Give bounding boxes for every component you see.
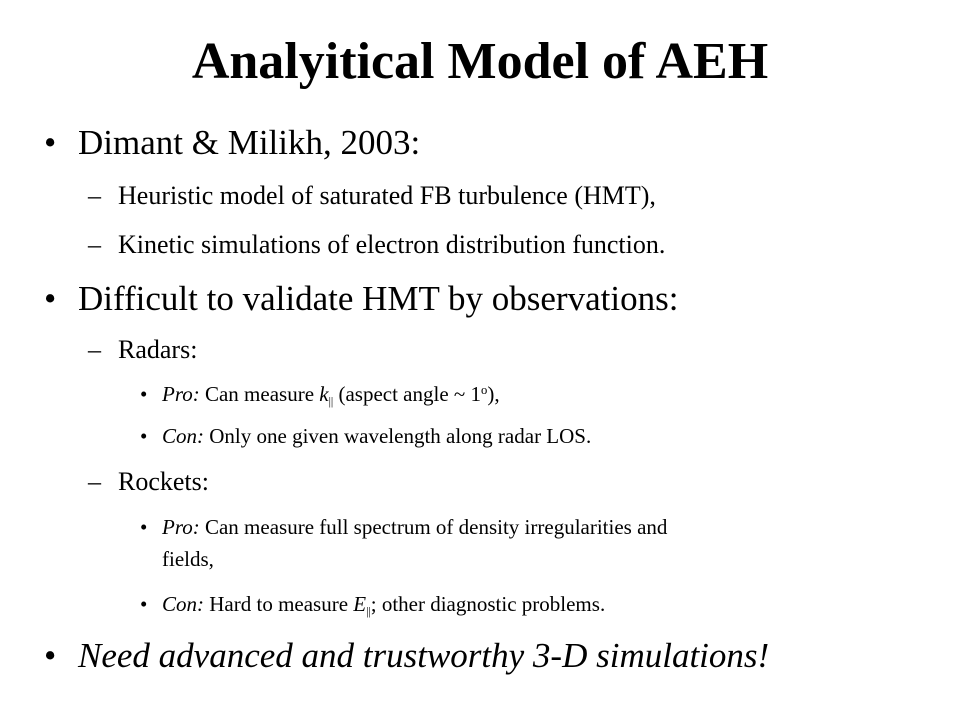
e-symbol: E [353, 592, 367, 616]
text-segment: Can measure [199, 382, 320, 406]
sub-bullet-text: Rockets: [118, 467, 209, 496]
bullet-dot-icon: • [140, 382, 148, 406]
text-segment: Hard to measure [204, 592, 354, 616]
dash-icon: – [88, 467, 101, 496]
text-segment: ), [487, 382, 500, 406]
radars-pro-text [162, 381, 500, 408]
slide-title: Analyitical Model of AEH [191, 33, 769, 90]
pro-label: Pro: [162, 515, 200, 539]
bullet-dot-icon: • [140, 515, 148, 539]
dash-icon: – [88, 335, 101, 364]
dash-icon: – [88, 181, 101, 210]
degree-superscript: o [481, 383, 488, 398]
sub-bullet-text: Heuristic model of saturated FB turbulence (HMT), [118, 181, 656, 210]
parallel-subscript: || [366, 606, 371, 619]
bullet-dot-icon: • [140, 424, 148, 448]
k-symbol: k [319, 382, 329, 406]
bullet-text: Need advanced and trustworthy 3-D simulations! [78, 636, 770, 675]
sub-bullet-text: Radars: [118, 335, 198, 364]
parallel-subscript: || [328, 396, 334, 409]
radars-con-text [162, 423, 591, 450]
con-label: Con: [162, 424, 204, 448]
sub-bullet-text: Kinetic simulations of electron distribution function. [118, 230, 666, 259]
text-segment: fields, [162, 547, 214, 571]
dash-icon: – [88, 230, 101, 259]
pro-label: Pro: [162, 382, 200, 406]
rockets-con-text [162, 591, 605, 618]
bullet-dot-icon: • [140, 592, 148, 616]
bullet-dot-icon: • [44, 636, 57, 675]
text-segment: ; other diagnostic problems. [370, 592, 606, 616]
con-label: Con: [162, 592, 204, 616]
text-segment: (aspect angle ~ 1 [333, 382, 482, 406]
bullet-text: Dimant & Milikh, 2003: [78, 123, 421, 162]
bullet-text: Difficult to validate HMT by observations: [78, 279, 679, 318]
rockets-pro-text [162, 514, 667, 541]
text-segment: Can measure full spectrum of density irregularities and [199, 515, 668, 539]
bullet-dot-icon: • [44, 123, 57, 162]
bullet-dot-icon: • [44, 279, 57, 318]
rockets-pro-continuation [162, 546, 214, 573]
text-segment: Only one given wavelength along radar LOS. [204, 424, 592, 448]
